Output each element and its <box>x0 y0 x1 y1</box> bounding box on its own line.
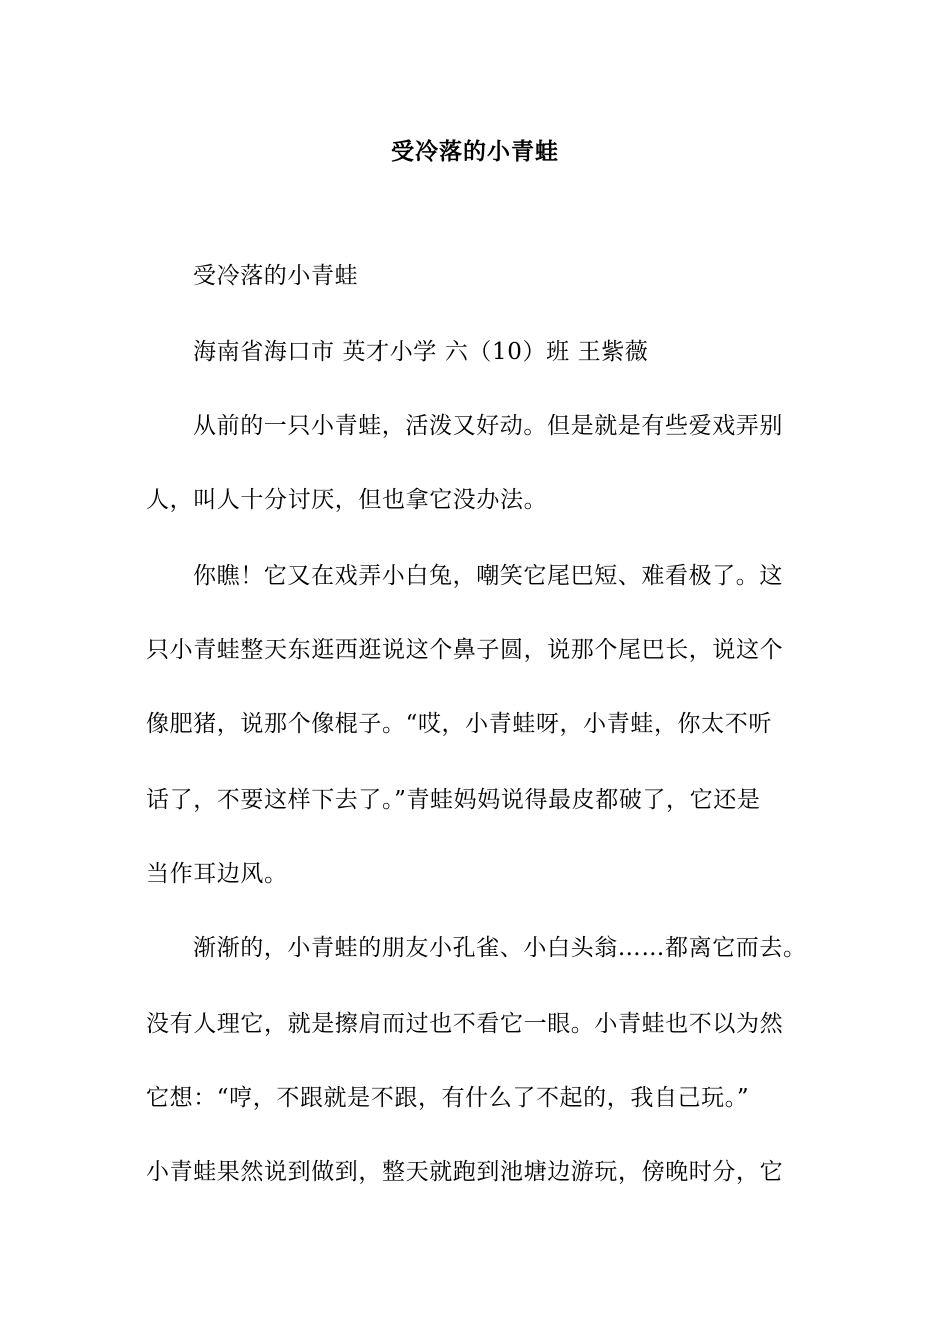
paragraph-line: 你瞧！它又在戏弄小白兔，嘲笑它尾巴短、难看极了。这 <box>193 563 783 589</box>
paragraph-line: 小青蛙果然说到做到，整天就跑到池塘边游玩，傍晚时分，它 <box>146 1159 784 1185</box>
paragraph-line: 像肥猪，说那个像棍子。“哎，小青蛙呀，小青蛙，你太不听 <box>146 711 772 737</box>
document-title: 受冷落的小青蛙 <box>391 138 559 165</box>
paragraph-line: 话了，不要这样下去了。”青蛙妈妈说得最皮都破了，它还是 <box>146 787 761 813</box>
paragraph-line: 人，叫人十分讨厌，但也拿它没办法。 <box>146 487 548 513</box>
paragraph-line: 从前的一只小青蛙，活泼又好动。但是就是有些爱戏弄别 <box>193 413 783 439</box>
paragraph-line: 当作耳边风。 <box>146 861 288 887</box>
story-subtitle: 受冷落的小青蛙 <box>193 263 359 289</box>
author-line: 海南省海口市 英才小学 六（10）班 王紫薇 <box>193 339 649 365</box>
paragraph-line: 渐渐的，小青蛙的朋友小孔雀、小白头翁……都离它而去。 <box>193 935 807 961</box>
paragraph-line: 没有人理它，就是擦肩而过也不看它一眼。小青蛙也不以为然 <box>146 1011 784 1037</box>
paragraph-line: 它想：“哼，不跟就是不跟，有什么了不起的，我自己玩。” <box>146 1085 750 1111</box>
paragraph-line: 只小青蛙整天东逛西逛说这个鼻子圆，说那个尾巴长，说这个 <box>146 637 784 663</box>
